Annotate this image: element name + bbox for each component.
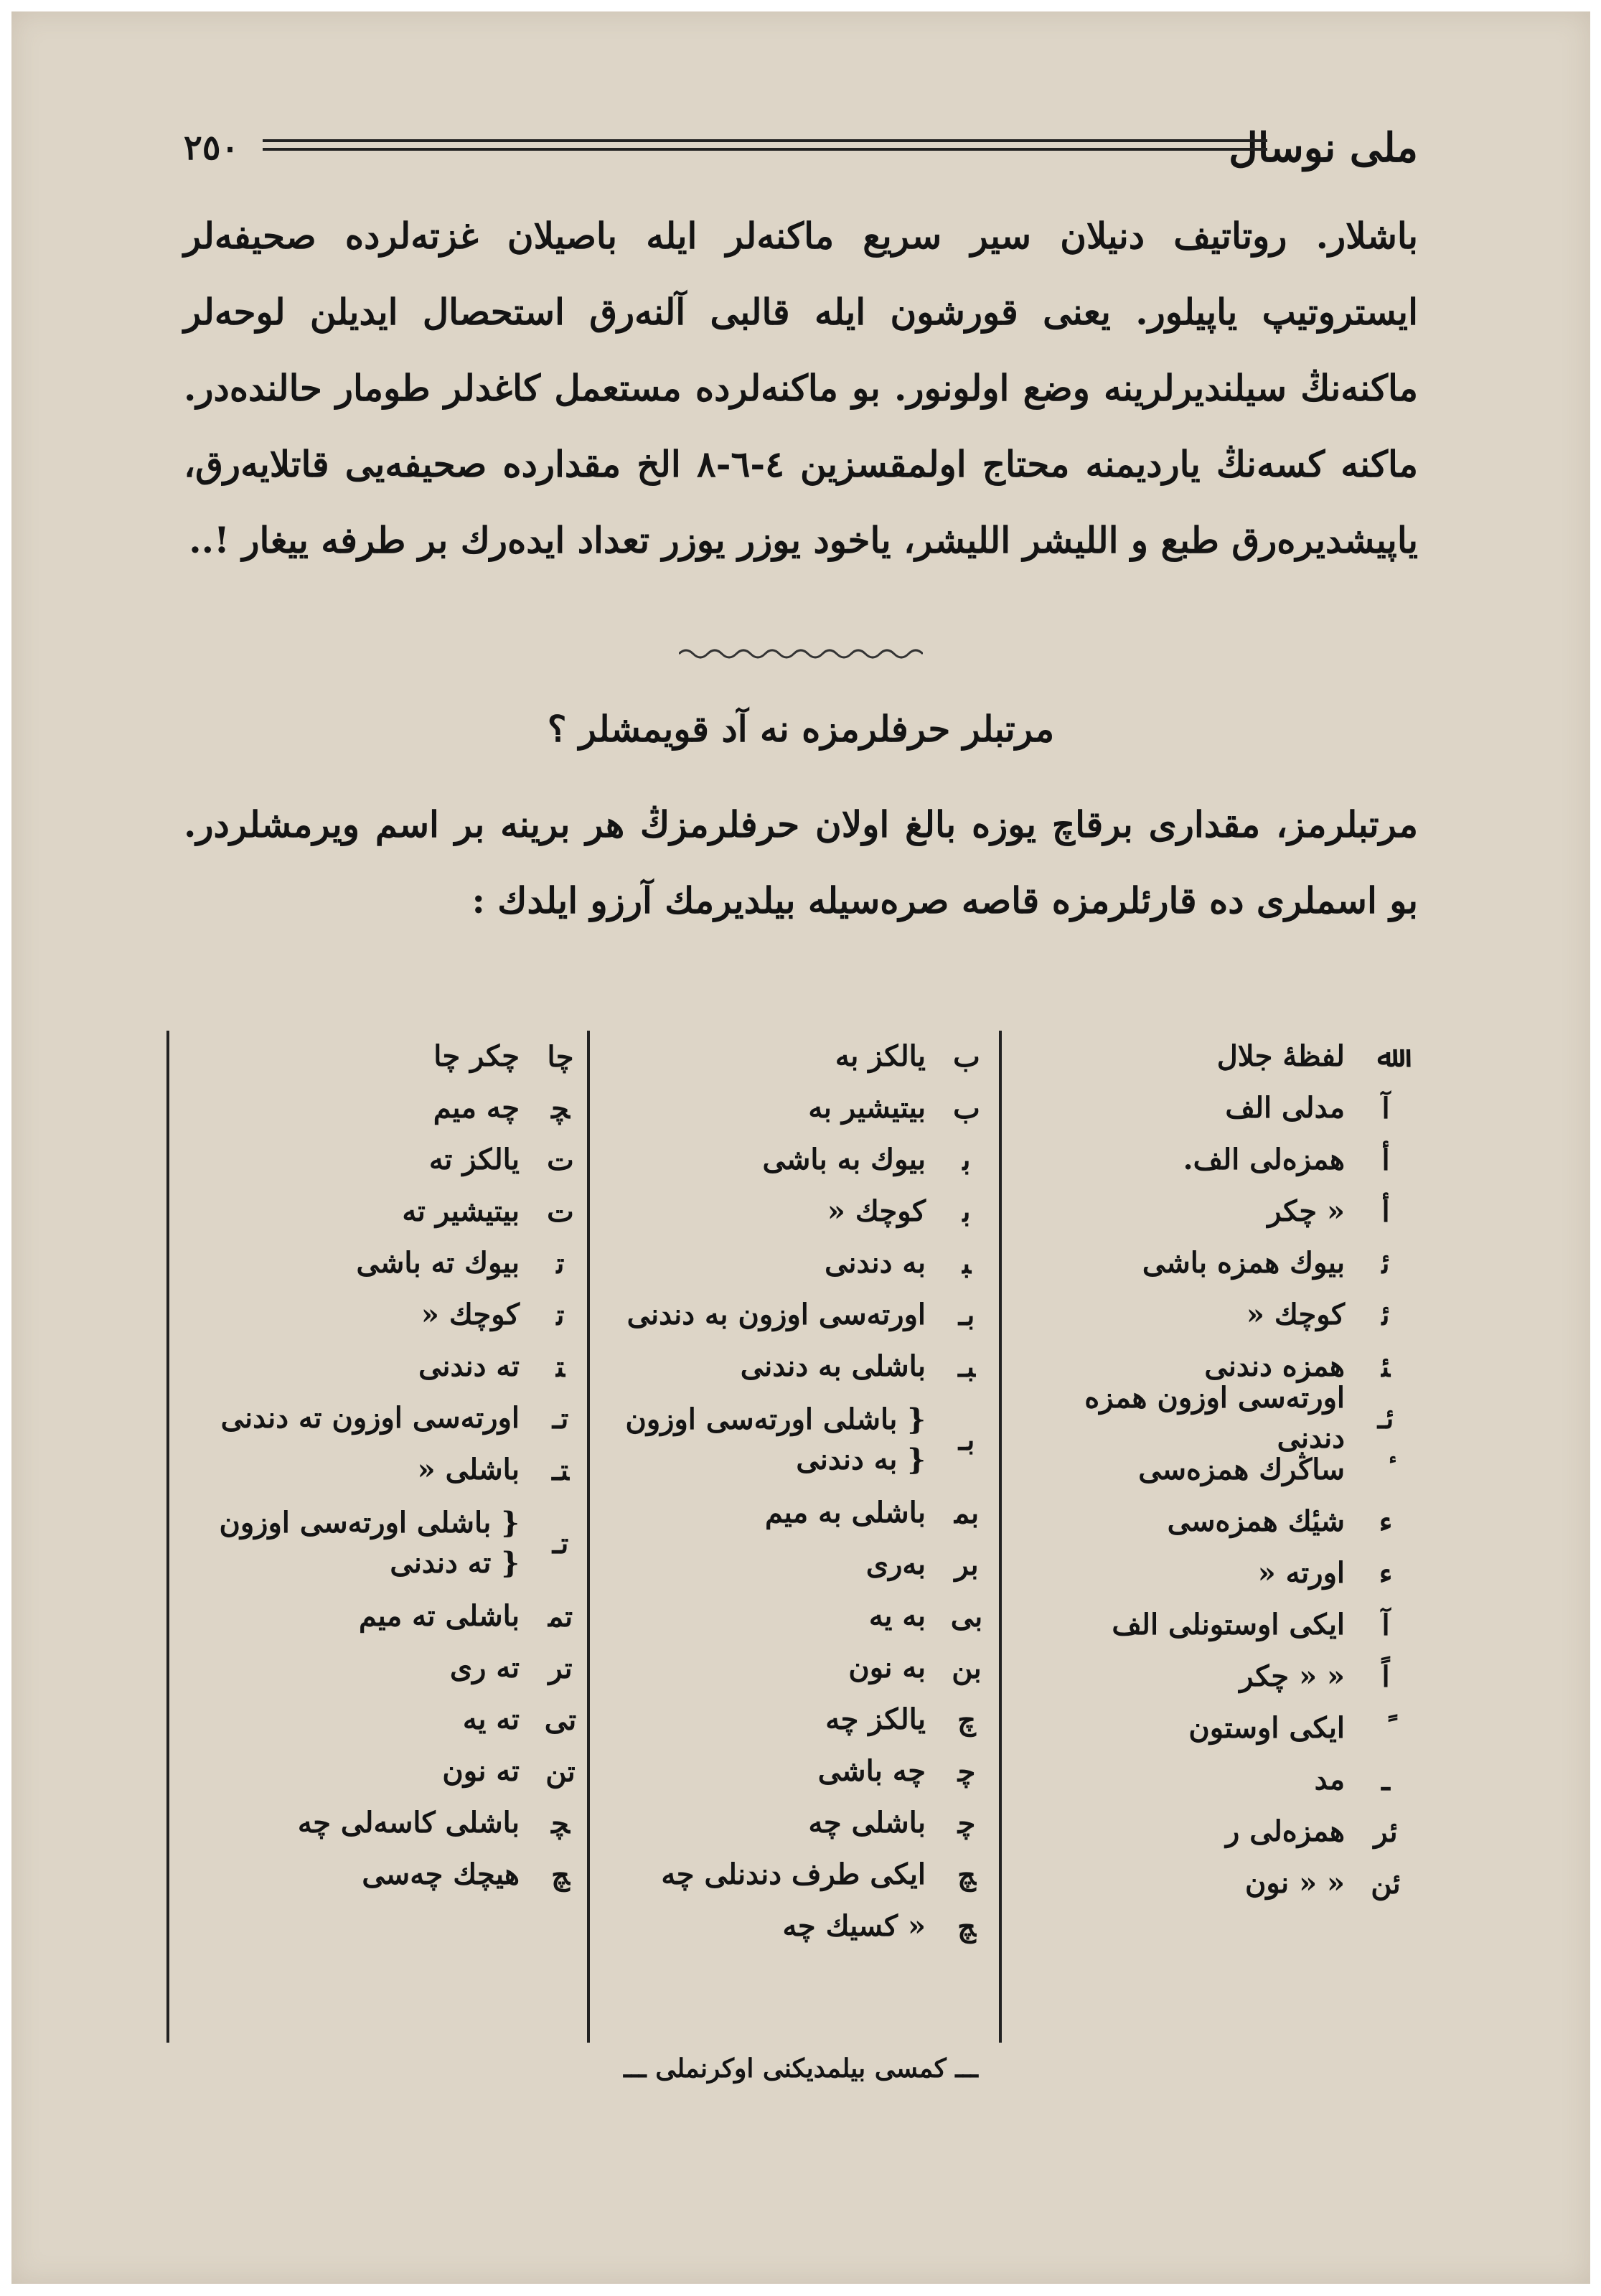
page-title: ملی نوسال [1229,124,1418,172]
letter-name: بیوك همزه باشی [1142,1246,1345,1280]
letter-name: ساڭرك همزه‌سی [1138,1453,1345,1486]
body-paragraph: باشلار. روتاتیف دنیلان سیر سریع ماکنه‌لر ایله باصیلان غزته‌لرده صحیفه‌لر ایستروتیپ یاپیلور. یعنی قورشون ایله قالبی آلنه‌رق استحصال ایدیلن لوحه‌لر ماکنه‌نڭ سیلندیرلرینه وضع اولونور. بو ماکنه‌لرده مستعمل کاغدلر طومار حالنده‌در. ماکنه کسه‌نڭ یاردیمنه محتاج اولمقسزین ٤-٦-٨ الخ مقدارده صحیفه‌یی قاتلایه‌رق، یاپیشدیره‌رق طبع و اللیشر اللیشر، یاخود یوزر یوزر تعداد ایده‌رك بر طرفه ییغار !.. [184,215,1418,561]
letter-name: همزه‌لی الف. [1183,1143,1345,1176]
table-row [169,1694,593,1746]
table-row [590,1590,999,1642]
table-row [1016,1857,1418,1909]
table-row [1016,1444,1418,1496]
letter-name: « « چکر [1239,1659,1345,1693]
table-row [590,1082,999,1134]
letter-glyph: ﺑـ [958,1423,975,1457]
letter-glyph: آ [1381,1091,1390,1125]
letter-glyph: ﺗ [556,1298,565,1332]
table-row [1016,1496,1418,1547]
page-number: ۲٥۰ [184,128,240,168]
letter-name: « « نون [1244,1866,1345,1900]
table-row [590,1341,999,1392]
table-row [590,1849,999,1901]
letter-name: یالکز ته [428,1143,520,1176]
table-row [1016,1651,1418,1702]
table-row [590,1289,999,1341]
table-row [169,1289,593,1341]
letter-name: همزه دندنی [1204,1349,1345,1383]
letter-name: به یه [868,1599,926,1633]
letter-name: چکر چا [433,1039,520,1073]
table-column-1 [1016,1031,1418,2043]
letter-name: باشلی به دندنی [740,1349,926,1383]
letter-name: به دندنی [825,1246,926,1280]
letter-glyph: ﺑﻰ [950,1599,983,1634]
table-row [169,1082,593,1134]
table-row [169,1031,593,1082]
table-row [1016,1754,1418,1806]
letter-name: لفظهٔ جلال [1216,1039,1345,1073]
letter-name: « چکر [1267,1194,1345,1228]
header-rule [263,139,1267,151]
table-row [1016,1031,1418,1082]
letter-glyph: ﺋـ [1377,1401,1394,1435]
table-row [590,1237,999,1289]
letter-glyph: ء [1379,1556,1393,1590]
table-row [1016,1289,1418,1341]
letter-glyph: ﺗ [556,1246,565,1280]
table-row [169,1797,593,1849]
letter-glyph: ﭺ [957,1702,976,1737]
letter-name: ته ری [449,1651,520,1684]
letter-name: کوچك « [827,1194,926,1228]
letter-glyph: ﺋ [1381,1298,1390,1332]
letter-glyph: ـ [1381,1763,1390,1797]
letter-name: باشلی کاسه‌لی چه [297,1806,520,1840]
table-row [1016,1806,1418,1857]
letter-glyph: ﺑ [962,1143,971,1177]
intro-paragraph: مرتبلرمز، مقداری برقاچ یوزه بالغ اولان حرفلرمزڭ هر برینه بر اسم ویرمشلردر. بو اسملری ده قارئلرمزه قاصه صره‌سیله بیلدیرمك آرزو ایلدك : [184,803,1418,922]
letter-glyph: ﺗـ [552,1401,569,1435]
letter-names-table [169,1031,1418,2050]
letter-glyph: ﭻ [957,1909,976,1944]
letter-name: کوچك « [421,1298,520,1331]
letter-glyph: ﺒ [962,1246,972,1280]
letter-name: باشلی چه [808,1806,926,1840]
letter-name: اورته‌سی اوزون ته دندنی [220,1401,520,1435]
table-row [590,1539,999,1590]
table-row [590,1797,999,1849]
letter-name: کوچك « [1246,1298,1345,1331]
table-row [169,1444,593,1496]
letter-name: بیتیشیر به [808,1091,926,1125]
letter-glyph [1353,1712,1418,1746]
table-row [1016,1547,1418,1599]
table-row [169,1341,593,1392]
letter-glyph: ﺘ [555,1349,565,1384]
letter-name: بیتیشیر ته [402,1194,520,1228]
letter-name: بیوك به باشی [762,1143,926,1176]
letter-glyph: ﺋ [1381,1246,1390,1280]
letter-name: باشلی به میم [765,1496,926,1529]
section-divider [679,647,923,661]
letter-glyph: ت [547,1194,574,1229]
table-row [169,1237,593,1289]
letter-glyph: ﺑﻦ [952,1651,982,1685]
table-row [1016,1381,1418,1455]
letter-glyph: ﺗـ [552,1526,569,1560]
table-row [590,1392,999,1487]
letter-glyph: ب [953,1091,980,1125]
table-column-3 [166,1031,593,2043]
letter-glyph: أ [1381,1143,1390,1177]
letter-glyph: أ [1381,1194,1390,1229]
letter-name: اورته‌سی اوزون به دندنی [626,1298,926,1331]
letter-glyph: ﭻ [957,1857,976,1892]
letter-name: ایکی اوستون [1188,1711,1345,1745]
letter-name: یالکز چه [825,1702,926,1736]
letter-name: بیوك ته باشی [356,1246,520,1280]
table-row [169,1642,593,1694]
letter-glyph [1353,1453,1418,1487]
table-row [590,1746,999,1797]
letter-glyph: ئن [1371,1866,1401,1901]
table-row [590,1134,999,1186]
table-row [1016,1599,1418,1651]
letter-name: به‌ری [865,1547,926,1581]
letter-name: شیٔك همزه‌سی [1167,1504,1345,1538]
letter-name: به نون [848,1651,926,1684]
letter-glyph: ﺗﺮ [548,1651,573,1685]
letter-glyph: ﺑ [962,1194,971,1229]
table-row [590,1487,999,1539]
table-row [1016,1702,1418,1754]
letter-name: هیچك چه‌سی [362,1857,520,1891]
letter-name: همزه‌لی ر [1225,1814,1345,1848]
table-row [169,1496,593,1590]
letter-name: اورته‌سی اوزون همزه دندنی [1084,1381,1345,1455]
letter-name: یالکز به [835,1039,926,1073]
table-row [590,1186,999,1237]
letter-name: چه میم [433,1091,520,1125]
letter-glyph: ﭽ [551,1806,570,1840]
table-row [1016,1237,1418,1289]
table-row [1016,1134,1418,1186]
letter-name: باشلی « [417,1453,520,1486]
letter-name: ایکی اوستونلی الف [1112,1608,1345,1641]
letter-name: { باشلی اورته‌سی اوزون { به دندنی [625,1402,926,1476]
table-row [169,1392,593,1444]
letter-name: ته یه [462,1702,520,1736]
letter-name: اورته « [1257,1556,1345,1590]
footer-note: ـــ کمسی بیلمدیکنی اوکرنملی ـــ [624,2053,978,2084]
letter-glyph: ﭼ [957,1806,976,1840]
letter-glyph: ﺗﻰ [544,1702,577,1737]
letter-glyph: ﭼﺎ [547,1039,574,1074]
newspaper-page [11,11,1590,2284]
letter-name: ایکی طرف دندنلی چه [661,1857,926,1891]
table-column-2 [587,1031,1002,2043]
letter-glyph: ﭼ [957,1754,976,1789]
table-row [169,1590,593,1642]
section-title: مرتبلر حرفلرمزه نه آد قویمشلر ؟ [547,708,1055,750]
letter-name: ته دندنی [418,1349,520,1383]
letter-glyph: ﺘـ [552,1453,569,1487]
letter-glyph: آ [1381,1608,1390,1642]
letter-glyph: ﺗﻤ [548,1599,573,1634]
table-row [169,1186,593,1237]
table-row [169,1849,593,1901]
letter-name: « کسیك چه [782,1909,926,1943]
letter-glyph: اً [1381,1659,1390,1694]
letter-glyph: ﺌ [1381,1349,1391,1384]
letter-glyph: ﺒـ [958,1349,975,1384]
letter-name: مد [1314,1763,1345,1796]
table-row [169,1746,593,1797]
table-row [590,1694,999,1746]
letter-name: ته نون [442,1754,520,1788]
letter-glyph: ﺑﻤ [954,1496,980,1530]
letter-name: { باشلی اورته‌سی اوزون { ته دندنی [219,1506,520,1580]
table-row [169,1134,593,1186]
letter-glyph: ء [1379,1504,1393,1539]
table-row [590,1031,999,1082]
letter-name: چه باشی [817,1754,926,1788]
table-row [1016,1082,1418,1134]
letter-glyph: ت [547,1143,574,1177]
letter-glyph: ﺑﺮ [954,1547,979,1582]
letter-glyph: ﭻ [551,1857,570,1892]
page-header [184,119,1418,177]
letter-glyph: ب [953,1039,980,1074]
table-row [590,1901,999,1952]
table-row [1016,1186,1418,1237]
letter-glyph: ﷲ [1377,1039,1394,1074]
letter-name: باشلی ته میم [359,1599,520,1633]
letter-glyph: ﭽ [551,1091,570,1125]
table-row [590,1642,999,1694]
letter-glyph: ئر [1374,1814,1398,1849]
letter-name: مدلی الف [1225,1091,1345,1125]
letter-glyph: ﺑـ [958,1298,975,1332]
letter-glyph: ﺗﻦ [545,1754,576,1789]
